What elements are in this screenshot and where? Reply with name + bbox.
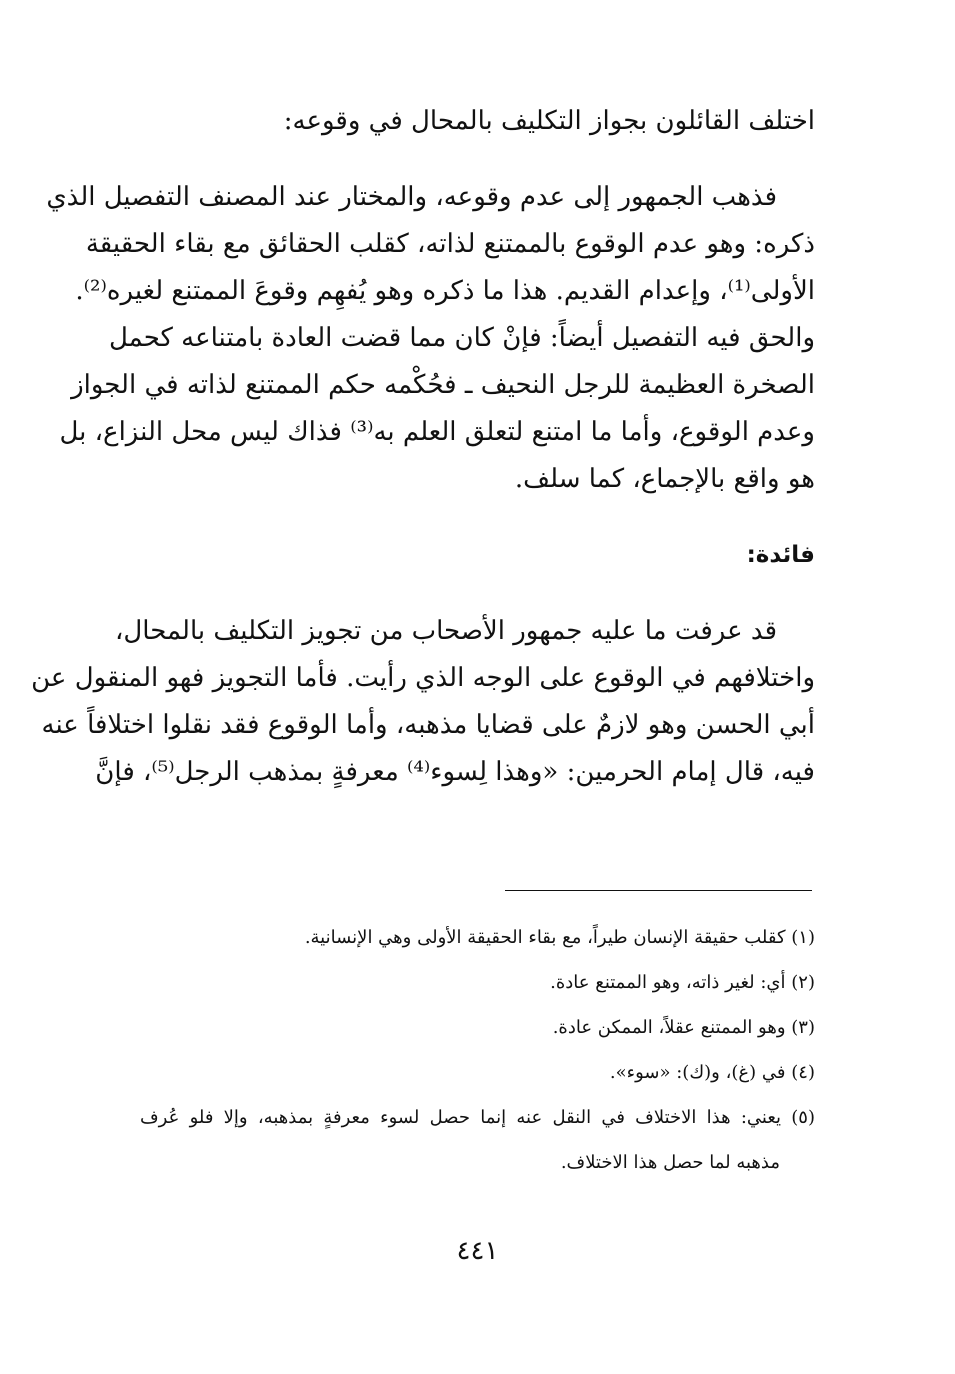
paragraph-2	[31, 608, 815, 796]
footnote-5-continuation: مذهبه لما حصل هذا الاختلاف.	[560, 1152, 780, 1173]
paragraph-line: واختلافهم في الوقوع على الوجه الذي رأيت. فأما التجويز فهو المنقول عن	[31, 663, 815, 693]
footnote-2	[140, 960, 815, 1005]
footnote-text: وهو الممتنع عقلاً، الممكن عادة.	[552, 1017, 786, 1038]
footnote-text: يعني: هذا الاختلاف في النقل عنه إنما حصل لسوء معرفةٍ بمذهبه، وإلا فلو عُرف	[140, 1107, 782, 1128]
paragraph-line: فذهب الجمهور إلى عدم وقوعه، والمختار عند المصنف التفصيل الذي	[46, 182, 777, 212]
paragraph-line: فيه، قال إمام الحرمين: «وهذا لِسوء⁽⁴⁾ معرفةٍ بمذهب الرجل⁽⁵⁾، فإنَّ	[95, 757, 815, 787]
section-heading: فائدة:	[746, 542, 815, 568]
footnote-number: (٢)	[791, 972, 815, 993]
paragraph-line: وعدم الوقوع، وأما ما امتنع لتعلق العلم به⁽³⁾ فذاك ليس محل النزاع، بل	[59, 417, 815, 447]
footnote-text: أي: لغير ذاته، وهو الممتنع عادة.	[550, 972, 786, 993]
footnote-number: (١)	[791, 927, 815, 948]
footnote-text: في (غ)، و(ك): «سوء».	[609, 1062, 786, 1083]
paragraph-line: الأولى⁽¹⁾، وإعدام القديم. هذا ما ذكره وهو يُفهِم وقوعَ الممتنع لغيره⁽²⁾.	[75, 276, 815, 306]
footnote-divider	[505, 890, 812, 891]
paragraph-line: الصخرة العظيمة للرجل النحيف ـ فحُكْمه حكم الممتنع لذاته في الجواز	[71, 370, 815, 400]
footnote-3	[140, 1005, 815, 1050]
opening-line: اختلف القائلون بجواز التكليف بالمحال في وقوعه:	[283, 106, 815, 136]
paragraph-1	[46, 174, 815, 503]
footnote-5	[140, 1095, 815, 1140]
paragraph-line: هو واقع بالإجماع، كما سلف.	[514, 464, 815, 494]
page-number: ٤٤١	[456, 1236, 499, 1266]
footnote-number: (٤)	[791, 1062, 815, 1083]
footnote-number: (٣)	[791, 1017, 815, 1038]
paragraph-line: قد عرفت ما عليه جمهور الأصحاب من تجويز التكليف بالمحال،	[115, 616, 777, 646]
footnote-text: كقلب حقيقة الإنسان طيراً، مع بقاء الحقيقة الأولى وهي الإنسانية.	[304, 927, 786, 948]
footnote-number: (٥)	[791, 1107, 815, 1128]
footnote-1	[140, 915, 815, 960]
footnotes	[140, 915, 815, 1185]
paragraph-line: ذكره: وهو عدم الوقوع بالممتنع لذاته، كقلب الحقائق مع بقاء الحقيقة	[85, 229, 815, 259]
paragraph-line: أبي الحسن وهو لازمٌ على قضايا مذهبه، وأما الوقوع فقد نقلوا اختلافاً عنه	[41, 710, 815, 740]
paragraph-line: والحق فيه التفصيل أيضاً: فإنْ كان مما قضت العادة بامتناعه كحمل	[108, 323, 815, 353]
main-text	[31, 98, 815, 796]
footnote-4	[140, 1050, 815, 1095]
